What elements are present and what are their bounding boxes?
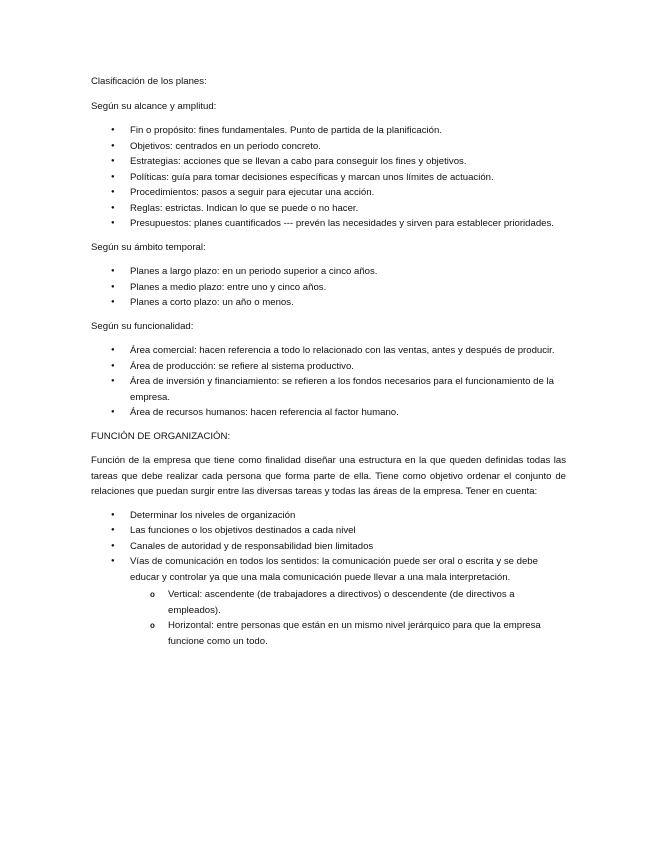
sublist-item: o Vertical: ascendente (de trabajadores a directivos) o descendente (de directivos a empleados). (130, 587, 566, 618)
section-heading-temporal: Según su ámbito temporal: (91, 241, 206, 253)
list-item: ● Canales de autoridad y de responsabilidad bien limitados (91, 539, 566, 555)
list-item: ● Área de recursos humanos: hacen referencia al factor humano. (91, 405, 566, 421)
document-title: Clasificación de los planes: (91, 76, 207, 87)
list-item-text: Vías de comunicación en todos los sentidos: la comunicación puede ser oral o escrita y se debe educar y controlar ya que una mala comunicación puede llevar a una mala interpretación. (130, 556, 538, 583)
section-heading-alcance: Según su alcance y amplitud: (91, 100, 217, 112)
list-item: ● Determinar los niveles de organización (91, 508, 566, 524)
sublist-comunicacion (130, 587, 566, 649)
document-body (91, 74, 566, 657)
list-item: ● Área de producción: se refiere al sistema productivo. (91, 359, 566, 375)
list-item-with-sublist (91, 554, 566, 649)
section-heading-organizacion: FUNCIÓN DE ORGANIZACIÓN: (91, 430, 231, 442)
list-temporal (91, 264, 566, 311)
list-item: ● Área de inversión y financiamiento: se refieren a los fondos necesarios para el funcionamiento de la empresa. (91, 374, 566, 405)
list-funcionalidad (91, 343, 566, 421)
organizacion-paragraph: Función de la empresa que tiene como finalidad diseñar una estructura en la que queden definidas todas las tareas que debe realizar cada persona que forma parte de ella. Tiene como objetivo ordenar el conjunto de relaciones que puedan surgir entre las diversas tareas y todas las áreas de la empresa. Tener en cuenta: (91, 455, 566, 497)
list-item: ● Planes a medio plazo: entre uno y cinco años. (91, 280, 566, 296)
list-item: ● Procedimientos: pasos a seguir para ejecutar una acción. (91, 185, 566, 201)
list-item: ● Área comercial: hacen referencia a todo lo relacionado con las ventas, antes y después de producir. (91, 343, 566, 359)
list-item: ● Estrategias: acciones que se llevan a cabo para conseguir los fines y objetivos. (91, 154, 566, 170)
list-item: ● Presupuestos: planes cuantificados --- prevén las necesidades y sirven para establecer prioridades. (91, 216, 566, 232)
list-item: ● Objetivos: centrados en un periodo concreto. (91, 139, 566, 155)
list-alcance (91, 123, 566, 232)
list-item: ● Fin o propósito: fines fundamentales. Punto de partida de la planificación. (91, 123, 566, 139)
section-heading-funcionalidad: Según su funcionalidad: (91, 320, 194, 332)
list-item: ● Políticas: guía para tomar decisiones específicas y marcan unos límites de actuación. (91, 170, 566, 186)
list-item: ● Las funciones o los objetivos destinados a cada nivel (91, 523, 566, 539)
sublist-item: o Horizontal: entre personas que están en un mismo nivel jerárquico para que la empresa funcione como un todo. (130, 618, 566, 649)
list-item: ● Reglas: estrictas. Indican lo que se puede o no hacer. (91, 201, 566, 217)
list-item: ● Planes a largo plazo: en un periodo superior a cinco años. (91, 264, 566, 280)
list-item: ● Planes a corto plazo: un año o menos. (91, 295, 566, 311)
list-organizacion (91, 508, 566, 650)
